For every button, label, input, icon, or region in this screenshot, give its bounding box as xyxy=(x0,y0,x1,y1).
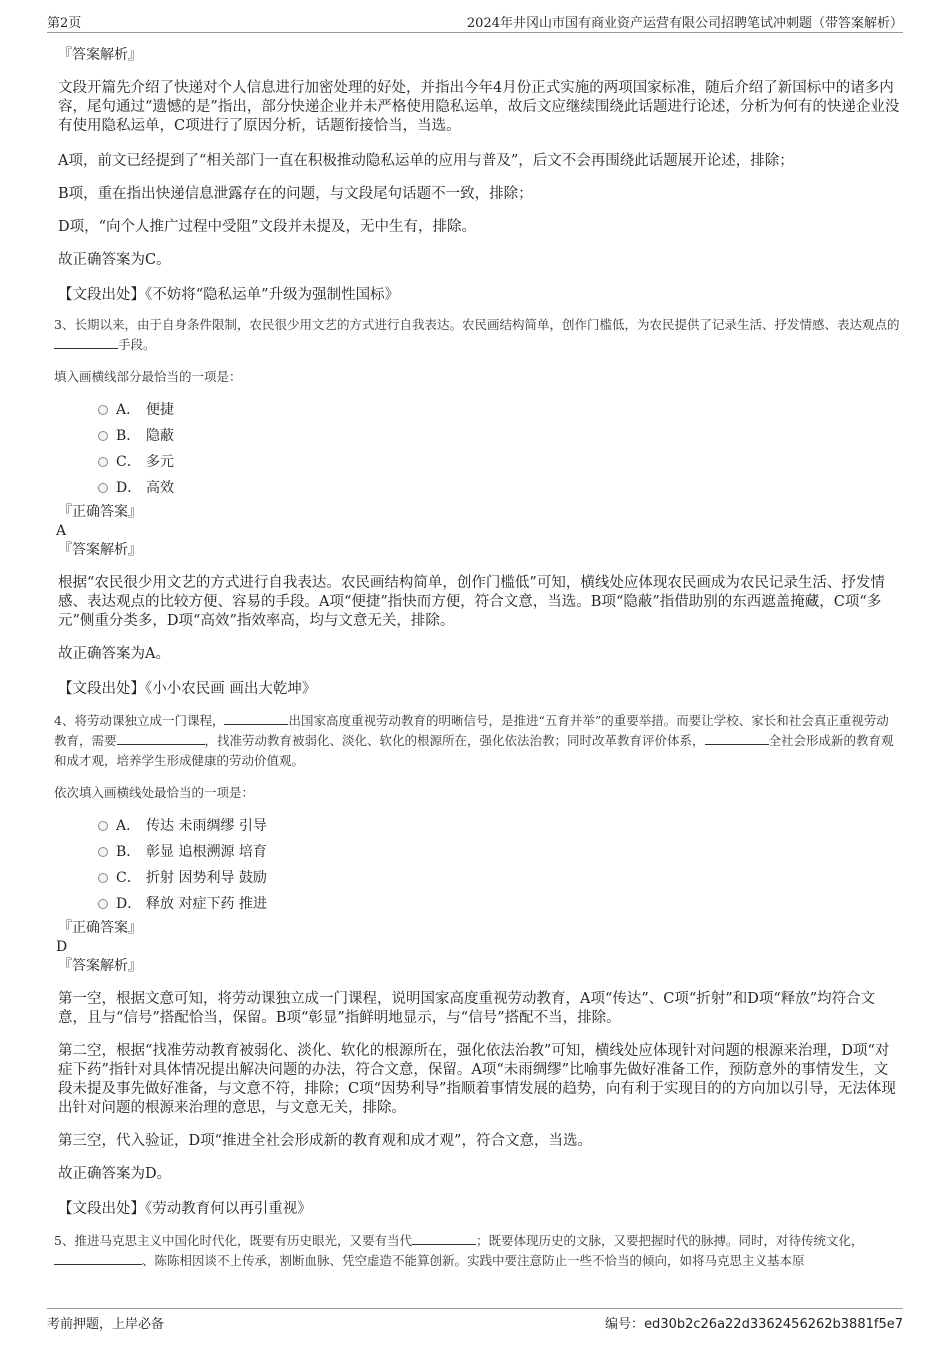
question-stem: 4、将劳动课独立成一门课程， 出国家高度重视劳动教育的明晰信号，是推进“五育并举”的重要举措。而要让学校、家长和社会真正重视劳动教育，需要 ，找准劳动教育被弱化、淡化、软化的根源所在，强化依法治教；同时改革教育评价体系， 全社会形成新的教育观和成才观，培养学生形成健康的劳动价值观。 xyxy=(54,713,894,768)
radio-icon[interactable] xyxy=(98,873,108,883)
option-c[interactable]: C． 折射 因势利导 鼓励 xyxy=(98,867,900,893)
question-stem: 3、长期以来，由于自身条件限制，农民很少用文艺的方式进行自我表达。农民画结构简单，创作门槛低，为农民提供了记录生活、抒发情感、表达观点的手段。 xyxy=(54,317,900,352)
document-code: 编号：ed30b2c26a22d3362456262b3881f5e7 xyxy=(605,1317,903,1332)
analysis-paragraph: 第二空，根据“找准劳动教育被弱化、淡化、软化的根源所在，强化依法治教”可知，横线处应体现针对问题的根源来治理，D项“对症下药”指针对具体情况提出解决问题的办法，符合文意，保留。A项“未雨绸缪”比喻事先做好准备工作，预防意外的事情发生，文段未提及事先做好准备，与文意不符，排除；C项“因势利导”指顺着事情发展的趋势，向有利于实现目的的方向加以引导，无法体现出针对问题的根源来治理的意思，与文意无关，排除。 xyxy=(58,1043,896,1116)
analysis-paragraph: D项，“向个人推广过程中受阻”文段并未提及，无中生有，排除。 xyxy=(58,219,476,235)
source-citation: 【文段出处】《小小农民画 画出大乾坤》 xyxy=(58,681,317,697)
analysis-paragraph: A项，前文已经提到了“相关部门一直在积极推动隐私运单的应用与普及”，后文不会再围绕此话题展开论述，排除； xyxy=(58,153,794,169)
page-header xyxy=(47,10,903,33)
analysis-paragraph: 第一空，根据文意可知，将劳动课独立成一门课程，说明国家高度重视劳动教育，A项“传达”、C项“折射”和D项“释放”均符合文意，且与“信号”搭配恰当，保留。B项“彰显”指鲜明地显示，与“信号”搭配不当，排除。 xyxy=(58,991,876,1026)
conclusion: 故正确答案为C。 xyxy=(58,252,171,268)
correct-answer: D xyxy=(56,939,68,955)
option-d[interactable]: D． 释放 对症下药 推进 xyxy=(98,893,900,919)
analysis-label: 『答案解析』 xyxy=(58,47,142,63)
conclusion: 故正确答案为A。 xyxy=(58,646,170,662)
analysis-paragraph: 根据“农民很少用文艺的方式进行自我表达。农民画结构简单，创作门槛低”可知，横线处应体现农民画成为农民记录生活、抒发情感、表达观点的比较方便、容易的手段。A项“便捷”指快而方便，符合文意，当选。B项“隐蔽”指借助别的东西遮盖掩藏，C项“多元”侧重分类多，D项“高效”指效率高，均与文意无关，排除。 xyxy=(58,575,885,629)
radio-icon[interactable] xyxy=(98,457,108,467)
analysis-paragraph: B项，重在指出快递信息泄露存在的问题，与文段尾句话题不一致，排除； xyxy=(58,186,533,202)
answer-blank xyxy=(117,732,205,745)
question-prompt: 依次填入画横线处最恰当的一项是： xyxy=(54,785,255,800)
source-citation: 【文段出处】《不妨将“隐私运单”升级为强制性国标》 xyxy=(58,287,400,303)
radio-icon[interactable] xyxy=(98,899,108,909)
answer-label: 『正确答案』 xyxy=(58,504,142,520)
answer-blank xyxy=(224,712,288,725)
answer-blank xyxy=(412,1232,476,1245)
answer-blank xyxy=(705,732,769,745)
source-citation: 【文段出处】《劳动教育何以再引重视》 xyxy=(58,1201,312,1217)
radio-icon[interactable] xyxy=(98,821,108,831)
answer-blank xyxy=(54,336,118,349)
radio-icon[interactable] xyxy=(98,405,108,415)
radio-icon[interactable] xyxy=(98,483,108,493)
radio-icon[interactable] xyxy=(98,847,108,857)
question-stem: 5、推进马克思主义中国化时代化，既要有历史眼光，又要有当代 ；既要体现历史的文脉，又要把握时代的脉搏。同时，对待传统文化，、陈陈相因谈不上传承，割断血脉、凭空虚造不能算创新。实践中要注意防止一些不恰当的倾向，如将马克思主义基本原 xyxy=(54,1233,864,1268)
option-d[interactable]: D． 高效 xyxy=(98,477,900,503)
analysis-paragraph: 第三空，代入验证，D项“推进全社会形成新的教育观和成才观”，符合文意，当选。 xyxy=(58,1133,592,1149)
conclusion: 故正确答案为D。 xyxy=(58,1166,172,1182)
document-title: 2024年井冈山市国有商业资产运营有限公司招聘笔试冲刺题（带答案解析） xyxy=(466,16,903,31)
answer-label: 『正确答案』 xyxy=(58,920,142,936)
answer-blank xyxy=(54,1252,142,1265)
option-a[interactable]: A． 传达 未雨绸缪 引导 xyxy=(98,815,900,841)
option-c[interactable]: C． 多元 xyxy=(98,451,900,477)
analysis-paragraph: 文段开篇先介绍了快递对个人信息进行加密处理的好处，并指出今年4月份正式实施的两项国家标准，随后介绍了新国标中的诸多内容，尾句通过“遗憾的是”指出，部分快递企业并未严格使用隐私运单，故后文应继续围绕此话题进行论述，分析为何有的快递企业没有使用隐私运单，C项进行了原因分析，话题衔接恰当，当选。 xyxy=(58,80,900,134)
page-footer xyxy=(47,1308,903,1331)
radio-icon[interactable] xyxy=(98,431,108,441)
footer-slogan: 考前押题，上岸必备 xyxy=(47,1317,165,1332)
option-b[interactable]: B． 彰显 追根溯源 培育 xyxy=(98,841,900,867)
page-number: 第2页 xyxy=(47,16,82,31)
page-content xyxy=(54,42,900,1271)
option-a[interactable]: A． 便捷 xyxy=(98,399,900,425)
analysis-label: 『答案解析』 xyxy=(58,542,142,558)
question-prompt: 填入画横线部分最恰当的一项是： xyxy=(54,369,242,384)
correct-answer: A xyxy=(56,523,67,539)
analysis-label: 『答案解析』 xyxy=(58,958,142,974)
option-b[interactable]: B． 隐蔽 xyxy=(98,425,900,451)
